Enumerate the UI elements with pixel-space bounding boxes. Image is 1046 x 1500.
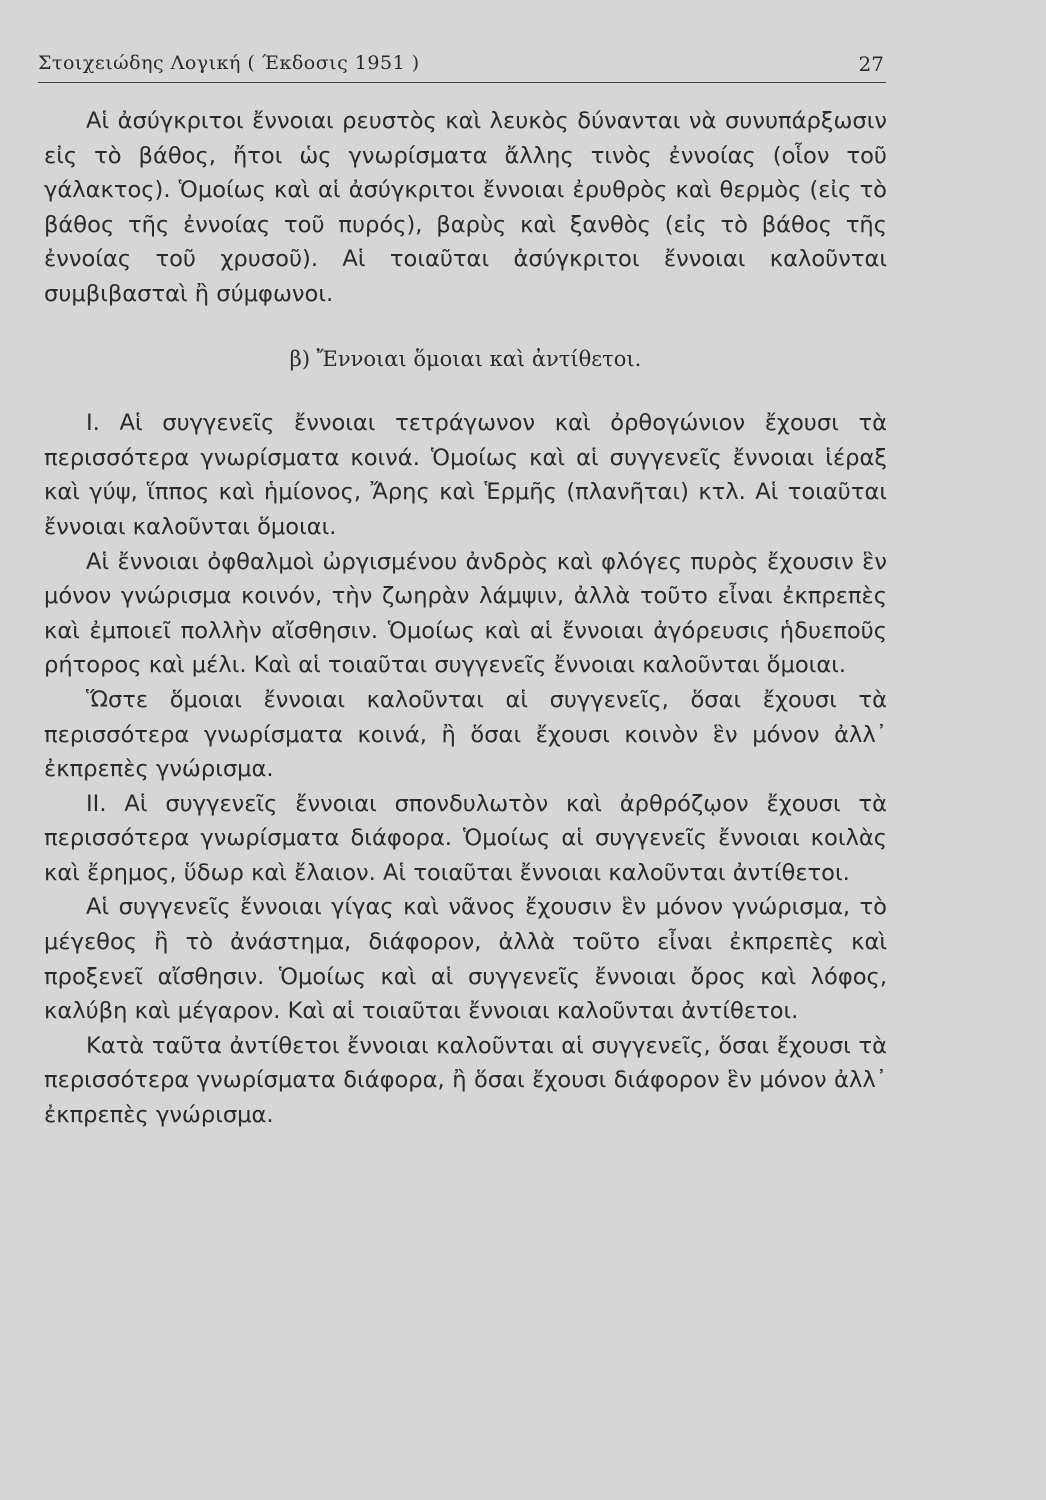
paragraph-homoiai-1: I. Αἱ συγγενεῖς ἔννοιαι τετράγωνον καὶ ὀρθογώνιον ἔχουσι τὰ περισσότερα γνωρίσματα κοινά. Ὁμοίως καὶ αἱ συγγενεῖς ἔννοιαι ἱέραξ καὶ γύψ, ἵππος καὶ ἡμίονος, Ἄρης καὶ Ἑρμῆς (πλανῆται) κτλ. Αἱ τοιαῦται ἔννοιαι καλοῦνται ὅμοιαι.: [44, 410, 887, 540]
paragraph-asygkritoi: Αἱ ἀσύγκριτοι ἔννοιαι ρευστὸς καὶ λευκὸς δύνανται νὰ συνυπάρξωσιν εἰς τὸ βάθος, ἤτοι ὡς γνωρίσματα ἄλλης τινὸς ἐννοίας (οἷον τοῦ γάλακτος). Ὁμοίως καὶ αἱ ἀσύγκριτοι ἔννοιαι ἐρυθρὸς καὶ θερμὸς (εἰς τὸ βάθος τῆς ἐννοίας τοῦ πυρός), βαρὺς καὶ ξανθὸς (εἰς τὸ βάθος τῆς ἐννοίας τοῦ χρυσοῦ). Αἱ τοιαῦται ἀσύγκριτοι ἔννοιαι καλοῦνται συμβιβασταὶ ἢ σύμφωνοι.: [44, 108, 887, 307]
paragraph-antithetoi-definition: Κατὰ ταῦτα ἀντίθετοι ἔννοιαι καλοῦνται αἱ συγγενεῖς, ὅσαι ἔχουσι τὰ περισσότερα γνωρίσματα διάφορα, ἢ ὅσαι ἔχουσι διάφορον ἓν μόνον ἀλλ᾽ ἐκπρεπὲς γνώρισμα.: [44, 1032, 887, 1129]
page-number: 27: [858, 52, 884, 76]
paragraph-homoiai-2: Αἱ ἔννοιαι ὀφθαλμοὶ ὠργισμένου ἀνδρὸς καὶ φλόγες πυρὸς ἔχουσιν ἓν μόνον γνώρισμα κοινόν, τὴν ζωηρὰν λάμψιν, ἀλλὰ τοῦτο εἶναι ἐκπρεπὲς καὶ ἐμποιεῖ πολλὴν αἴσθησιν. Ὁμοίως καὶ αἱ ἔννοιαι ἀγόρευσις ἡδυεποῦς ρήτορος καὶ μέλι. Καὶ αἱ τοιαῦται συγγενεῖς ἔννοιαι καλοῦνται ὅμοιαι.: [44, 548, 887, 679]
page-body: [44, 104, 887, 1133]
paragraph-homoiai-definition: Ὥστε ὅμοιαι ἔννοιαι καλοῦνται αἱ συγγενεῖς, ὅσαι ἔχουσι τὰ περισσότερα γνωρίσματα κοινά, ἢ ὅσαι ἔχουσι κοινὸν ἓν μόνον ἀλλ᾽ ἐκπρεπὲς γνώρισμα.: [44, 686, 887, 783]
paragraph-antithetoi-1: II. Αἱ συγγενεῖς ἔννοιαι σπονδυλωτὸν καὶ ἀρθρόζῳον ἔχουσι τὰ περισσότερα γνωρίσματα διάφορα. Ὁμοίως αἱ συγγενεῖς ἔννοιαι κοιλὰς καὶ ἔρημος, ὕδωρ καὶ ἔλαιον. Αἱ τοιαῦται ἔννοιαι καλοῦνται ἀντίθετοι.: [44, 790, 887, 886]
paragraph-antithetoi-2: Αἱ συγγενεῖς ἔννοιαι γίγας καὶ νᾶνος ἔχουσιν ἓν μόνον γνώρισμα, τὸ μέγεθος ἢ τὸ ἀνάστημα, διάφορον, ἀλλὰ τοῦτο εἶναι ἐκπρεπὲς καὶ προξενεῖ αἴσθησιν. Ὁμοίως καὶ αἱ συγγενεῖς ἔννοιαι ὄρος καὶ λόφος, καλύβη καὶ μέγαρον. Καὶ αἱ τοιαῦται ἔννοιαι καλοῦνται ἀντίθετοι.: [44, 894, 887, 1025]
page-header: [38, 50, 886, 83]
running-head: Στοιχειώδης Λογική ( Έκδοσις 1951 ): [38, 52, 420, 74]
section-subheading: β) Ἔννοιαι ὅμοιαι καὶ ἀντίθετοι.: [289, 346, 642, 371]
